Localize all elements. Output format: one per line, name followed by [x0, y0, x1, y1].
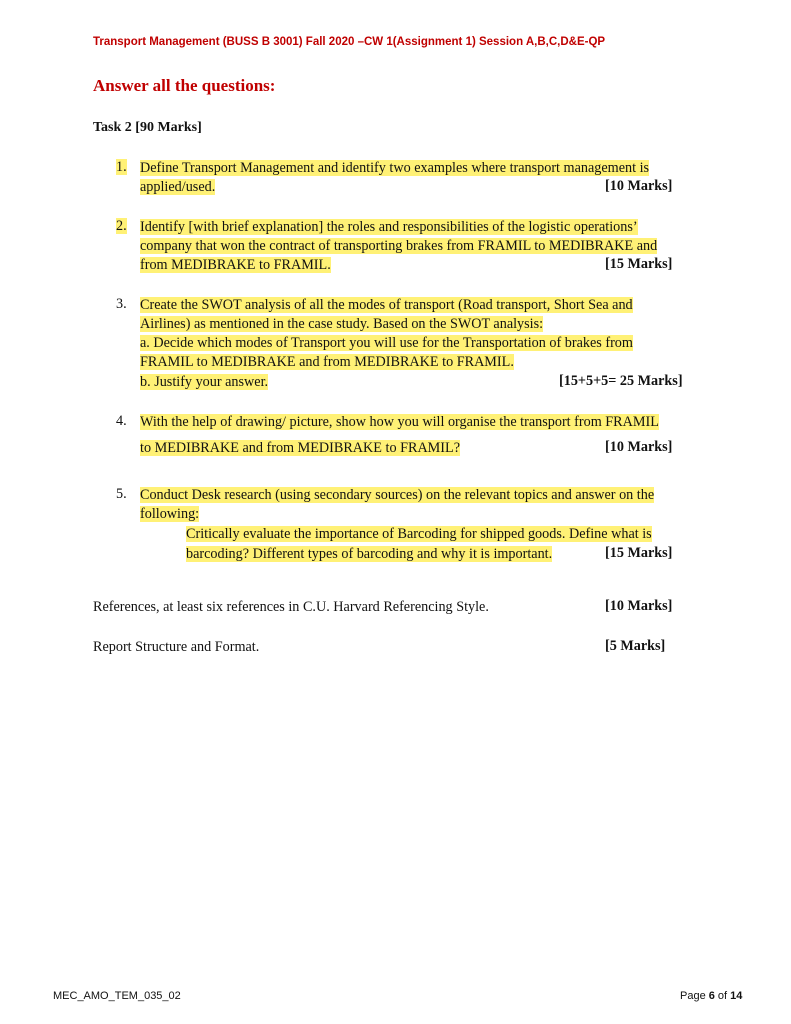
page-number	[680, 990, 742, 1002]
references-marks: [10 Marks]	[605, 598, 673, 614]
question-line: company that won the contract of transporting brakes from FRAMIL to MEDIBRAKE and	[140, 238, 658, 254]
question-line: With the help of drawing/ picture, show how you will organise the transport from FRAMIL	[140, 414, 659, 430]
question-line: to MEDIBRAKE and from MEDIBRAKE to FRAMIL?	[140, 440, 460, 456]
question-line: Define Transport Management and identify two examples where transport management is	[140, 160, 650, 176]
instructions-heading: Answer all the questions:	[93, 76, 276, 95]
question-marks: [10 Marks]	[605, 178, 673, 194]
references-requirement: References, at least six references in C.U. Harvard Referencing Style.	[93, 599, 489, 615]
question-line: Critically evaluate the importance of Barcoding for shipped goods. Define what is	[186, 526, 652, 542]
page-prefix: Page	[680, 990, 709, 1002]
question-number: 5.	[116, 486, 127, 502]
question-line: Identify [with brief explanation] the roles and responsibilities of the logistic operations’	[140, 219, 638, 235]
question-line: barcoding? Different types of barcoding and why it is important.	[186, 546, 553, 562]
document-header: Transport Management (BUSS B 3001) Fall 2020 –CW 1(Assignment 1) Session A,B,C,D&E-QP	[93, 36, 606, 48]
question-line: Create the SWOT analysis of all the modes of transport (Road transport, Short Sea and	[140, 297, 633, 313]
report-requirement: Report Structure and Format.	[93, 639, 260, 655]
question-line: following:	[140, 506, 200, 522]
question-marks: [15 Marks]	[605, 256, 673, 272]
question-line: Conduct Desk research (using secondary sources) on the relevant topics and answer on the	[140, 487, 655, 503]
question-line: FRAMIL to MEDIBRAKE and from MEDIBRAKE to FRAMIL.	[140, 354, 514, 370]
question-number: 1.	[116, 159, 127, 175]
report-marks: [5 Marks]	[605, 638, 666, 654]
question-number: 3.	[116, 296, 127, 312]
question-line: from MEDIBRAKE to FRAMIL.	[140, 257, 331, 273]
question-marks: [10 Marks]	[605, 439, 673, 455]
question-marks: [15 Marks]	[605, 545, 673, 561]
current-page: 6	[708, 990, 715, 1002]
total-pages: 14	[730, 990, 743, 1002]
question-number: 2.	[116, 218, 127, 234]
question-line: Airlines) as mentioned in the case study. Based on the SWOT analysis:	[140, 316, 544, 332]
question-line: b. Justify your answer.	[140, 374, 269, 390]
question-line: applied/used.	[140, 179, 216, 195]
question-marks: [15+5+5= 25 Marks]	[559, 373, 683, 389]
document-code: MEC_AMO_TEM_035_02	[53, 990, 181, 1002]
page-of: of	[714, 990, 731, 1002]
question-number: 4.	[116, 413, 127, 429]
question-line: a. Decide which modes of Transport you will use for the Transportation of brakes from	[140, 335, 633, 351]
task-title: Task 2 [90 Marks]	[93, 120, 202, 135]
